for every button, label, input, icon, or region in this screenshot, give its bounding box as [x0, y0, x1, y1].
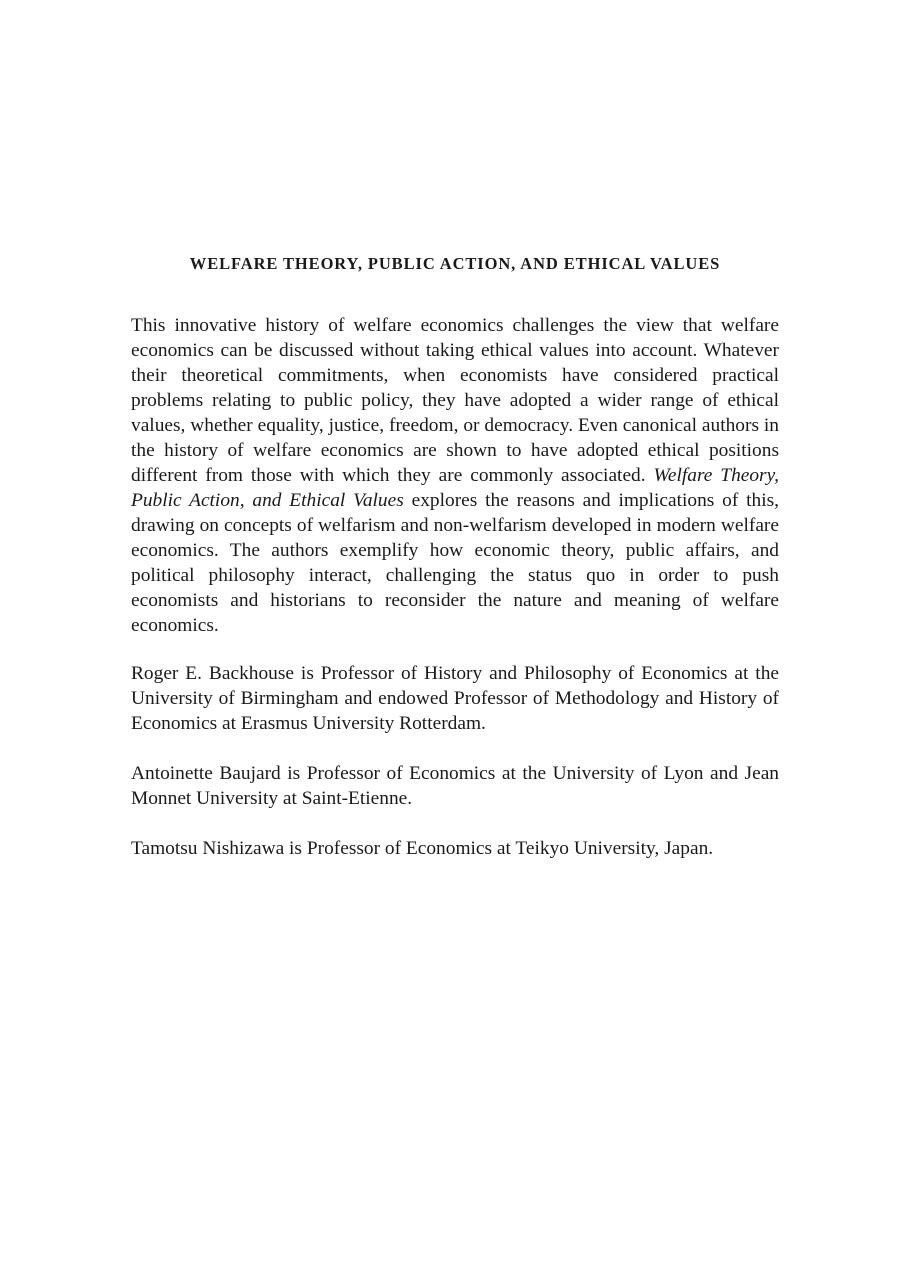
author-bio-baujard: Antoinette Baujard is Professor of Economics at the University of Lyon and Jean Monnet University at Saint-Etienne. — [131, 763, 779, 809]
book-title: WELFARE THEORY, PUBLIC ACTION, AND ETHICAL VALUES — [189, 254, 721, 273]
description-text-start: This innovative history of welfare economics challenges the view that welfare economics can be discussed without taking ethical values into account. Whatever their theoretical commitments, when economists have considered practical problems relating to public policy, they have adopted a wider range of ethical values, whether equality, justice, freedom, or democracy. Even canonical authors in the history of welfare economics are shown to have adopted ethical positions different from those with which they are commonly associated. — [131, 315, 779, 486]
author-bio-nishizawa: Tamotsu Nishizawa is Professor of Economics at Teikyo University, Japan. — [131, 838, 714, 859]
book-description — [131, 313, 779, 638]
author-bio-backhouse: Roger E. Backhouse is Professor of History and Philosophy of Economics at the University of Birmingham and endowed Professor of Methodology and History of Economics at Erasmus University Rotterdam. — [131, 663, 779, 734]
description-italic-title: Welfare Theory, Public Action, and Ethical Values — [131, 465, 779, 511]
description-text-end: explores the reasons and implications of this, drawing on concepts of welfarism and non-welfarism developed in modern welfare economics. The authors exemplify how economic theory, public affairs, and political philosophy interact, challenging the status quo in order to push economists and historians to reconsider the nature and meaning of welfare economics. — [131, 490, 780, 636]
